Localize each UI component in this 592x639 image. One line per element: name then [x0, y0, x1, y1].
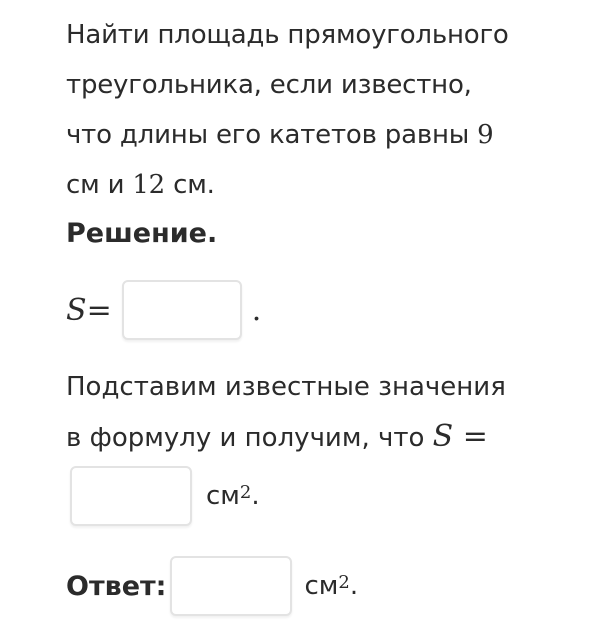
substitute-line-1: Подставим известные значения [66, 372, 506, 402]
problem-line-2: треугольника, если известно, [66, 70, 472, 100]
area-period: . [251, 481, 260, 511]
answer-power: 2 [338, 571, 350, 593]
problem-statement [66, 10, 566, 210]
answer-unit: см [304, 571, 339, 601]
area-unit: см [206, 481, 240, 511]
formula-input-box[interactable] [122, 280, 242, 340]
formula-variable: S [66, 292, 87, 328]
answer-label: Ответ: [66, 570, 167, 602]
substitute-line-2-text: в формулу и получим, что [66, 423, 433, 453]
area-power: 2 [239, 481, 252, 503]
problem-line-1: Найти площадь прямоугольного [66, 20, 509, 50]
formula-period: . [251, 292, 262, 328]
leg-b-value: 12 [132, 170, 166, 200]
area-row [70, 466, 260, 526]
area-input-box[interactable] [70, 466, 192, 526]
problem-line-4 [66, 160, 566, 210]
leg-a-value: 9 [477, 120, 494, 150]
substitute-text [66, 362, 506, 463]
formula-row [66, 280, 261, 340]
unit-cm-2: см. [165, 170, 215, 200]
substitute-line-2 [66, 412, 506, 463]
substitute-equals: = [453, 419, 488, 454]
answer-input-box[interactable] [170, 556, 292, 616]
substitute-variable: S [432, 419, 454, 454]
problem-line-3-text: что длины его катетов равны [66, 120, 478, 150]
answer-period: . [349, 571, 359, 601]
answer-row [66, 556, 358, 616]
problem-line-3 [66, 110, 566, 160]
formula-equals: = [86, 292, 112, 328]
unit-cm-1: см и [66, 170, 133, 200]
solution-heading: Решение. [66, 218, 218, 249]
